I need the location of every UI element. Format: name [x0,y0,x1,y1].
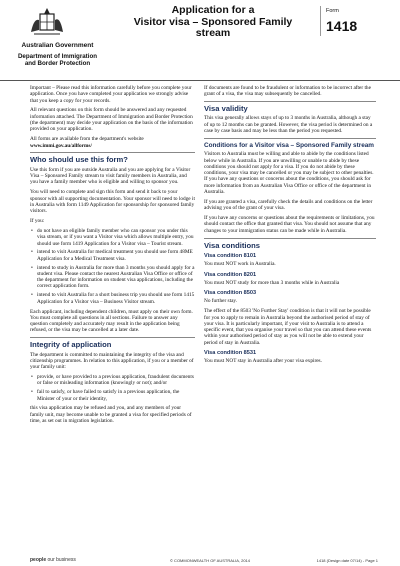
section-divider [204,238,376,239]
integrity-paragraph: The department is committed to maintaining the integrity of the visa and citizenship programmes. In relation to this application, if you or a member of your family unit: [30,351,194,371]
section-divider [30,152,195,153]
heading-validity: Visa validity [204,104,248,114]
footer-copyright: © COMMONWEALTH OF AUSTRALIA, 2014 [170,558,250,563]
form-number-box [320,6,372,36]
form-label: Form [326,8,339,14]
section-divider [204,101,376,102]
condition-8531-text: You must NOT stay in Australia after your visa expires. [204,358,322,365]
condition-8503-explanation: The effect of the 8503 'No Further Stay' condition is that it will not be possible for you to apply to remain in Australia beyond the authorised period of stay of your visa. It is particularly important, if your visit to Australia is to attend a specific event, that you organise your travel so that you can attend these events within your authorised period of stay as you will not be able to extend your period of stay in Australia. [204,308,372,346]
forms-notice: All forms are available from the department's website www.immi.gov.au/allforms/ [30,136,144,149]
fraud-paragraph: If documents are found to be fraudulent or information to be incorrect after the grant of a visa, the visa may subsequently be cancelled. [204,85,371,98]
list-item: • intend to visit Australia for a short business trip you should use form 1415 Application for a Visitor visa – Business Visitor stream. [30,292,195,305]
section-divider [30,337,195,338]
footer-brand: people our business [30,557,76,563]
form-header [0,0,400,82]
each-applicant-paragraph: Each applicant, including dependent children, must apply on their own form. You must complete all questions in all sections. Failure to answer any question completely and accurately may result in the application being refused, or the visa may be cancelled at a later date. [30,308,193,334]
list-item: • fail to satisfy, or have failed to satisfy in a previous application, the Minister of your or their identity, [30,389,195,402]
forms-link[interactable]: www.immi.gov.au/allforms/ [30,142,92,149]
heading-who: Who should use this form? [30,155,128,165]
condition-8531-heading: Visa condition 8531 [204,350,257,357]
conditions-paragraph-1: Visitors to Australia must be willing and able to abide by the conditions listed below while in Australia. If you are unwilling or unable to abide by these conditions you should not apply for a visa. If you do not abide by these conditions, your visa may be cancelled or you may be subject to other penalties. If you have any questions or concerns about the conditions, you should ask for more information from an Australian Visa Office or office of the department in Australia. [204,151,374,196]
if-you-label: If you: [30,218,45,225]
list-item: • provide, or have provided to a previous application, fraudulent documents or false or misleading information (knowingly or not); and/or [30,374,195,387]
condition-8101-text: You must NOT work in Australia. [204,261,276,268]
conditions-paragraph-3: If you have any concerns or questions about the requirements or limitations, you should contact the office that granted that visa. You should not assume that any changes to your immigration status can be made while in Australia. [204,215,375,234]
heading-visa-conditions: Visa conditions [204,240,260,250]
heading-integrity: Integrity of application [30,340,112,350]
condition-8503-heading: Visa condition 8503 [204,290,257,297]
condition-8201-heading: Visa condition 8201 [204,271,257,278]
form-number: 1418 [326,18,358,34]
left-column [30,85,195,428]
condition-8101-heading: Visa condition 8101 [204,252,257,259]
alternative-forms-list [30,228,195,305]
condition-8503-text: No further stay. [204,298,238,305]
footer-form-code: 1418 (Design date 07/14) - Page 1 [316,558,378,563]
questions-notice: All relevant questions on this form should be answered and any requested information attached. The Department of Immigration and Border Protection (the department) may decide your application on the basis of the information provided on your application. [30,107,193,133]
government-name: Australian Government [21,42,94,49]
list-item: • intend to study in Australia for more than 3 months you should apply for a student visa. Please contact the nearest Australian Visa Office or office of the department for information on student visa applications, including the correct application form. [30,265,195,290]
right-column [204,85,376,368]
conditions-paragraph-2: If you are granted a visa, carefully check the details and conditions on the letter advising you of the grant of your visa. [204,198,373,212]
condition-8201-text: You must NOT study for more than 3 months while in Australia [204,279,340,286]
sponsor-paragraph: You will need to complete and sign this form and send it back to your sponsor with all supporting documentation. Your sponsor will need to lodge it in Australia with form 1149 Application for sponsorship for sponsored family visitors. [30,189,195,215]
important-notice: Important – Please read this information carefully before you complete your application. Once you have completed your application we strongly advise that you keep a copy for your records. [30,85,192,104]
section-divider [204,138,376,139]
coat-of-arms-logo [28,6,66,38]
refusal-paragraph: this visa application may be refused and you, and any members of your family unit, may become unable to be granted a visa for specified periods of time, as set out in migration legislation. [30,405,192,425]
heading-conditions: Conditions for a Visitor visa – Sponsored Family stream [204,141,374,149]
page-footer [0,554,400,566]
list-item: • do not have an eligible family member who can sponsor you under this visa stream, or if you want a Visitor visa which allows multiple entry, you should use form 1419 Application for a Visitor visa – Tourist stream. [30,228,195,247]
integrity-list [30,374,195,402]
list-item: • intend to visit Australia for medical treatment you should use form 48ME Application for a Medical Treatment visa. [30,249,195,262]
header-divider [0,80,400,81]
validity-paragraph: This visa generally allows stays of up to 3 months in Australia, although a stay of up to 12 months can be granted. However, the visa period is determined on a case by case basis and may be less than the period you requested. [204,115,373,135]
department-name: Department of Immigration and Border Protection [17,53,98,68]
form-title: Application for a Visitor visa – Sponsored Family stream [133,4,293,39]
who-paragraph: Use this form if you are outside Australia and you are applying for a Visitor Visa – Sponsored Family stream to visit family members in Australia, and you have a family member who is eligible and willing to sponsor you. [30,166,191,186]
